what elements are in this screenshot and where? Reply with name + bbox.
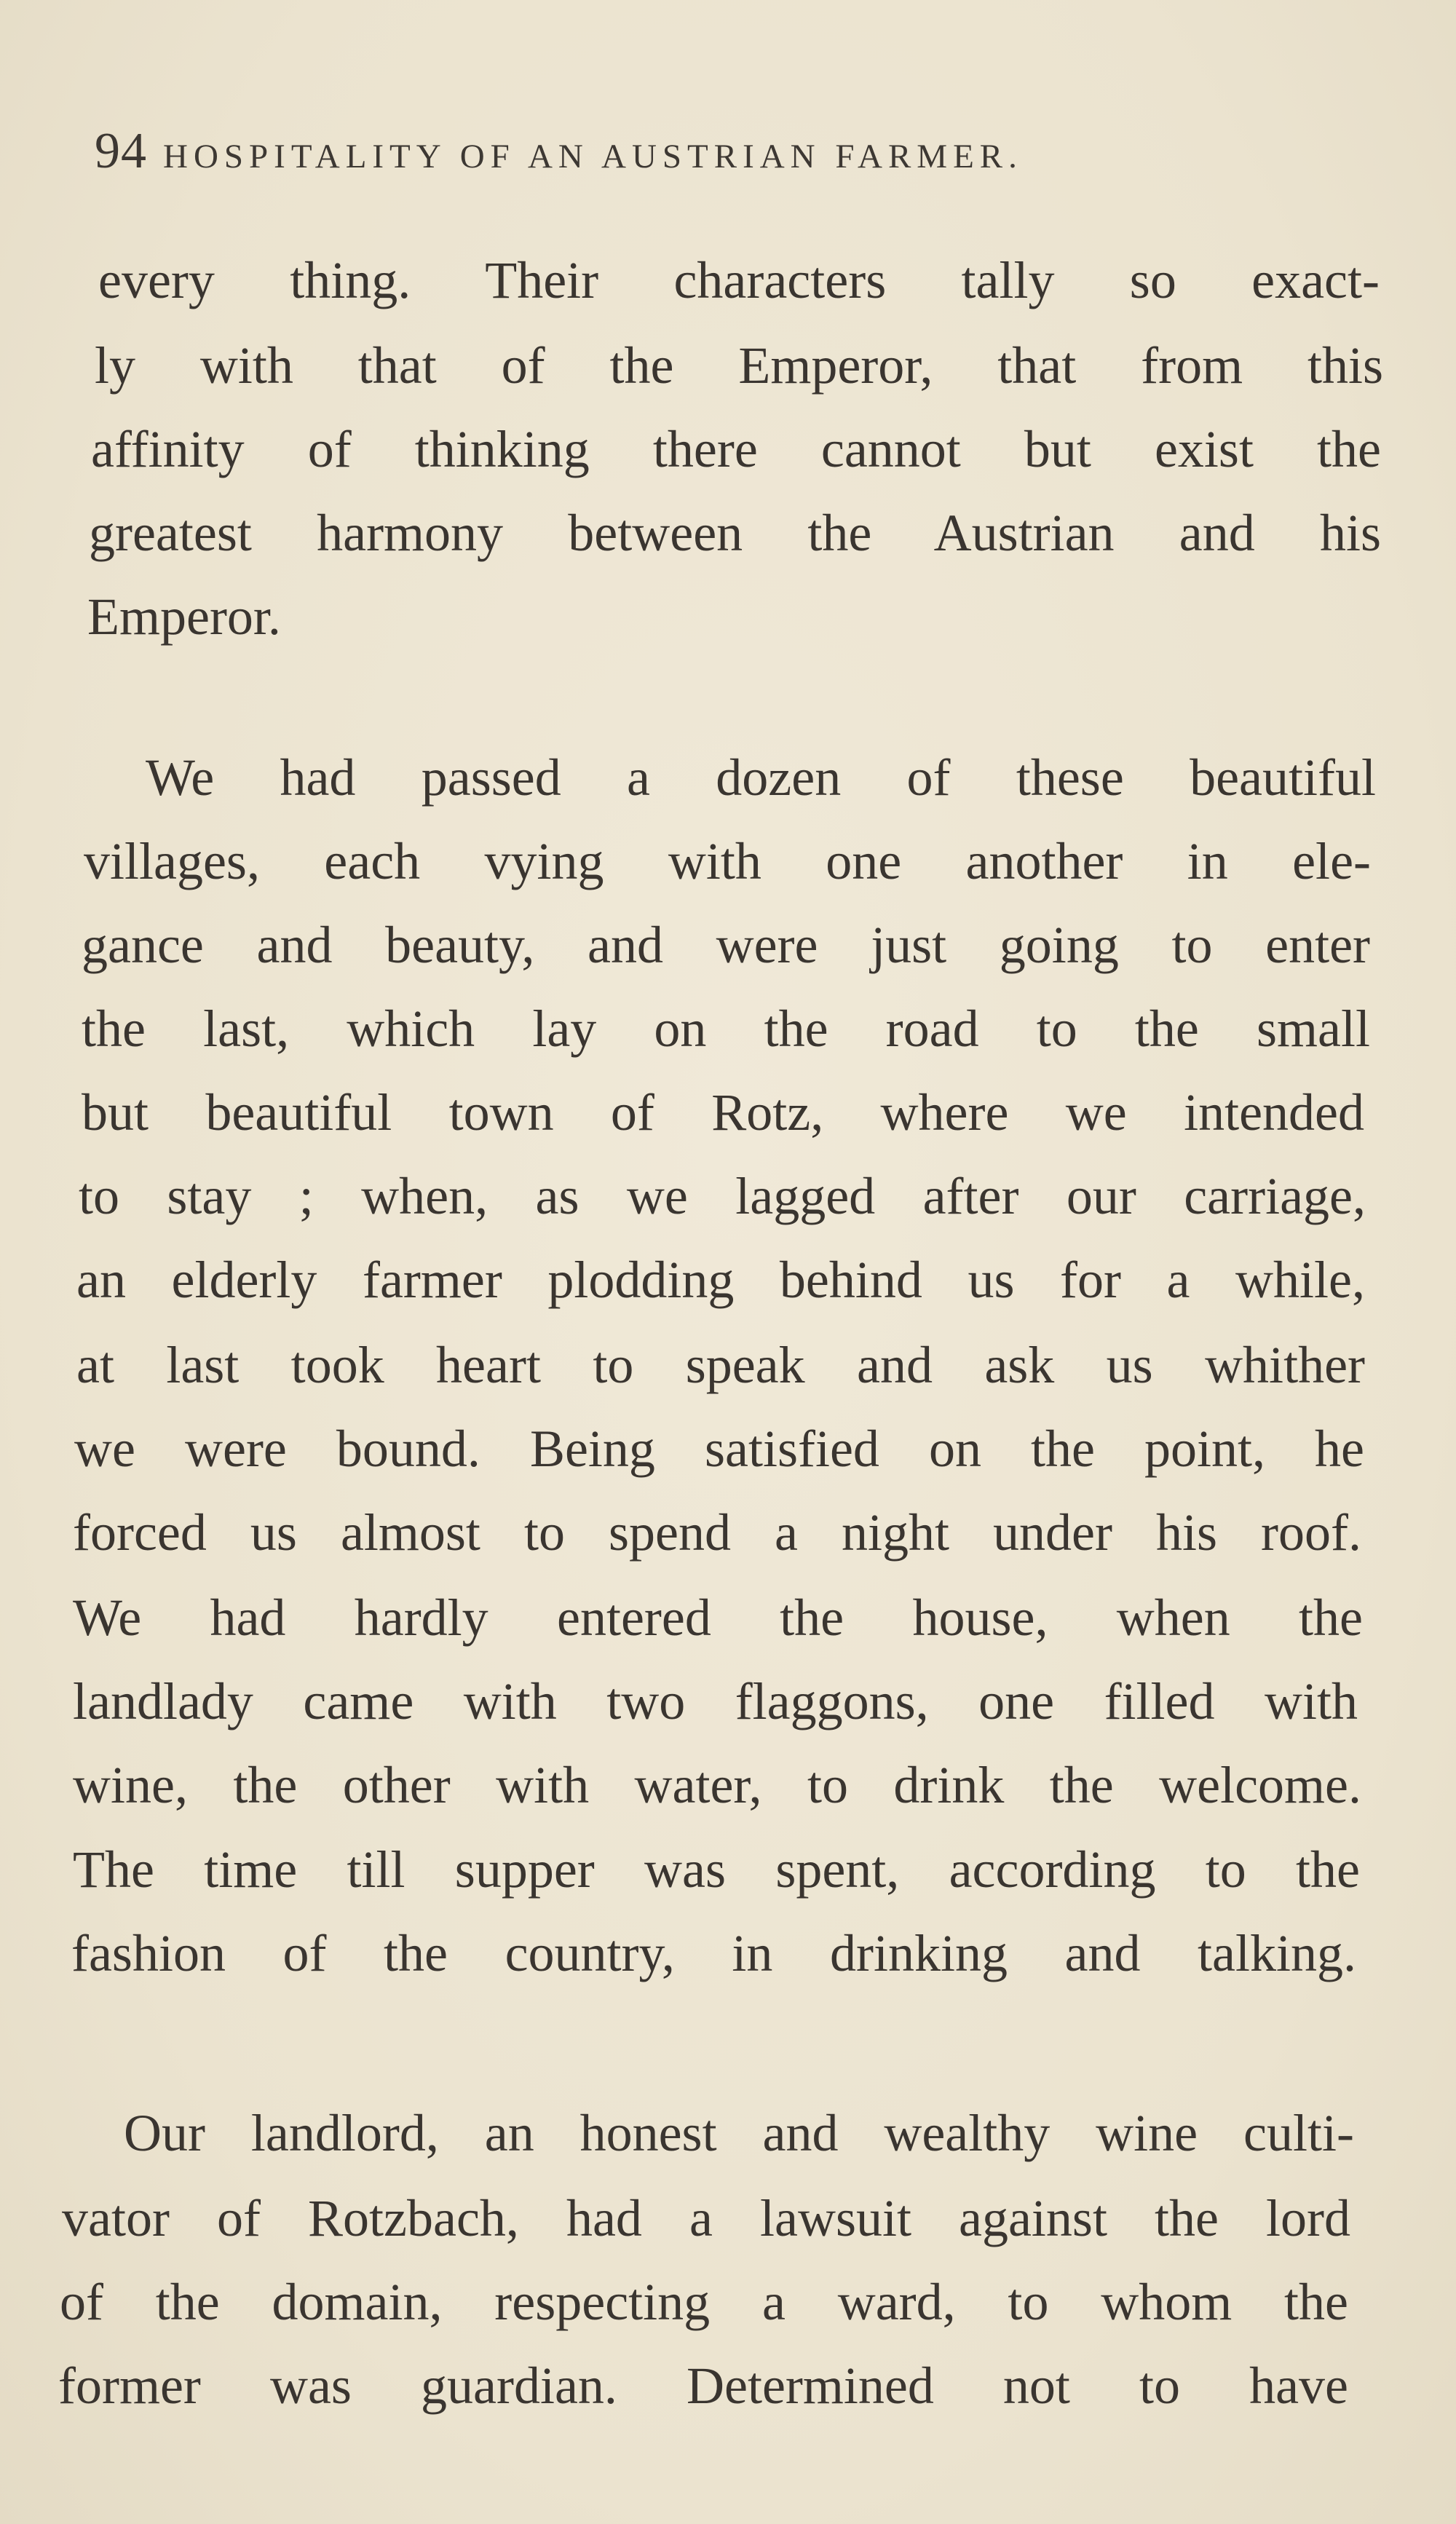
text-line: vator of Rotzbach, had a lawsuit against the lord <box>62 2189 1350 2247</box>
page-number: 94 <box>95 123 147 179</box>
text-line: landlady came with two flaggons, one filled with <box>73 1672 1358 1730</box>
text-line: we were bound. Being satisfied on the point, he <box>74 1420 1364 1478</box>
text-line: We had passed a dozen of these beautiful <box>146 748 1376 807</box>
text-line: wine, the other with water, to drink the welcome. <box>73 1756 1361 1814</box>
text-line: ly with that of the Emperor, that from this <box>95 336 1383 395</box>
text-line: forced us almost to spend a night under his roof. <box>73 1503 1361 1562</box>
text-line: villages, each vying with one another in ele- <box>84 832 1371 890</box>
text-line: affinity of thinking there cannot but exist the <box>91 420 1381 478</box>
text-line: greatest harmony between the Austrian and his <box>89 504 1381 562</box>
text-line: Our landlord, an honest and wealthy wine culti- <box>124 2104 1354 2162</box>
text-line: We had hardly entered the house, when the <box>73 1589 1363 1647</box>
text-line: gance and beauty, and were just going to enter <box>82 916 1370 974</box>
text-line: former was guardian. Determined not to have <box>58 2357 1348 2415</box>
text-line: at last took heart to speak and ask us whither <box>76 1336 1365 1394</box>
text-line: but beautiful town of Rotz, where we intended <box>82 1083 1364 1142</box>
text-line: of the domain, respecting a ward, to whom the <box>60 2273 1348 2331</box>
text-line: an elderly farmer plodding behind us for a while, <box>76 1251 1365 1309</box>
running-title: HOSPITALITY OF AN AUSTRIAN FARMER. <box>163 138 1023 175</box>
text-line: Emperor. <box>87 588 281 646</box>
text-line: The time till supper was spent, according to the <box>73 1840 1360 1899</box>
text-line: to stay ; when, as we lagged after our carriage, <box>79 1167 1366 1225</box>
running-head <box>95 122 1332 188</box>
text-line: the last, which lay on the road to the small <box>82 1000 1370 1058</box>
text-line: every thing. Their characters tally so exact- <box>98 251 1380 309</box>
text-line: fashion of the country, in drinking and talking. <box>71 1924 1356 1982</box>
